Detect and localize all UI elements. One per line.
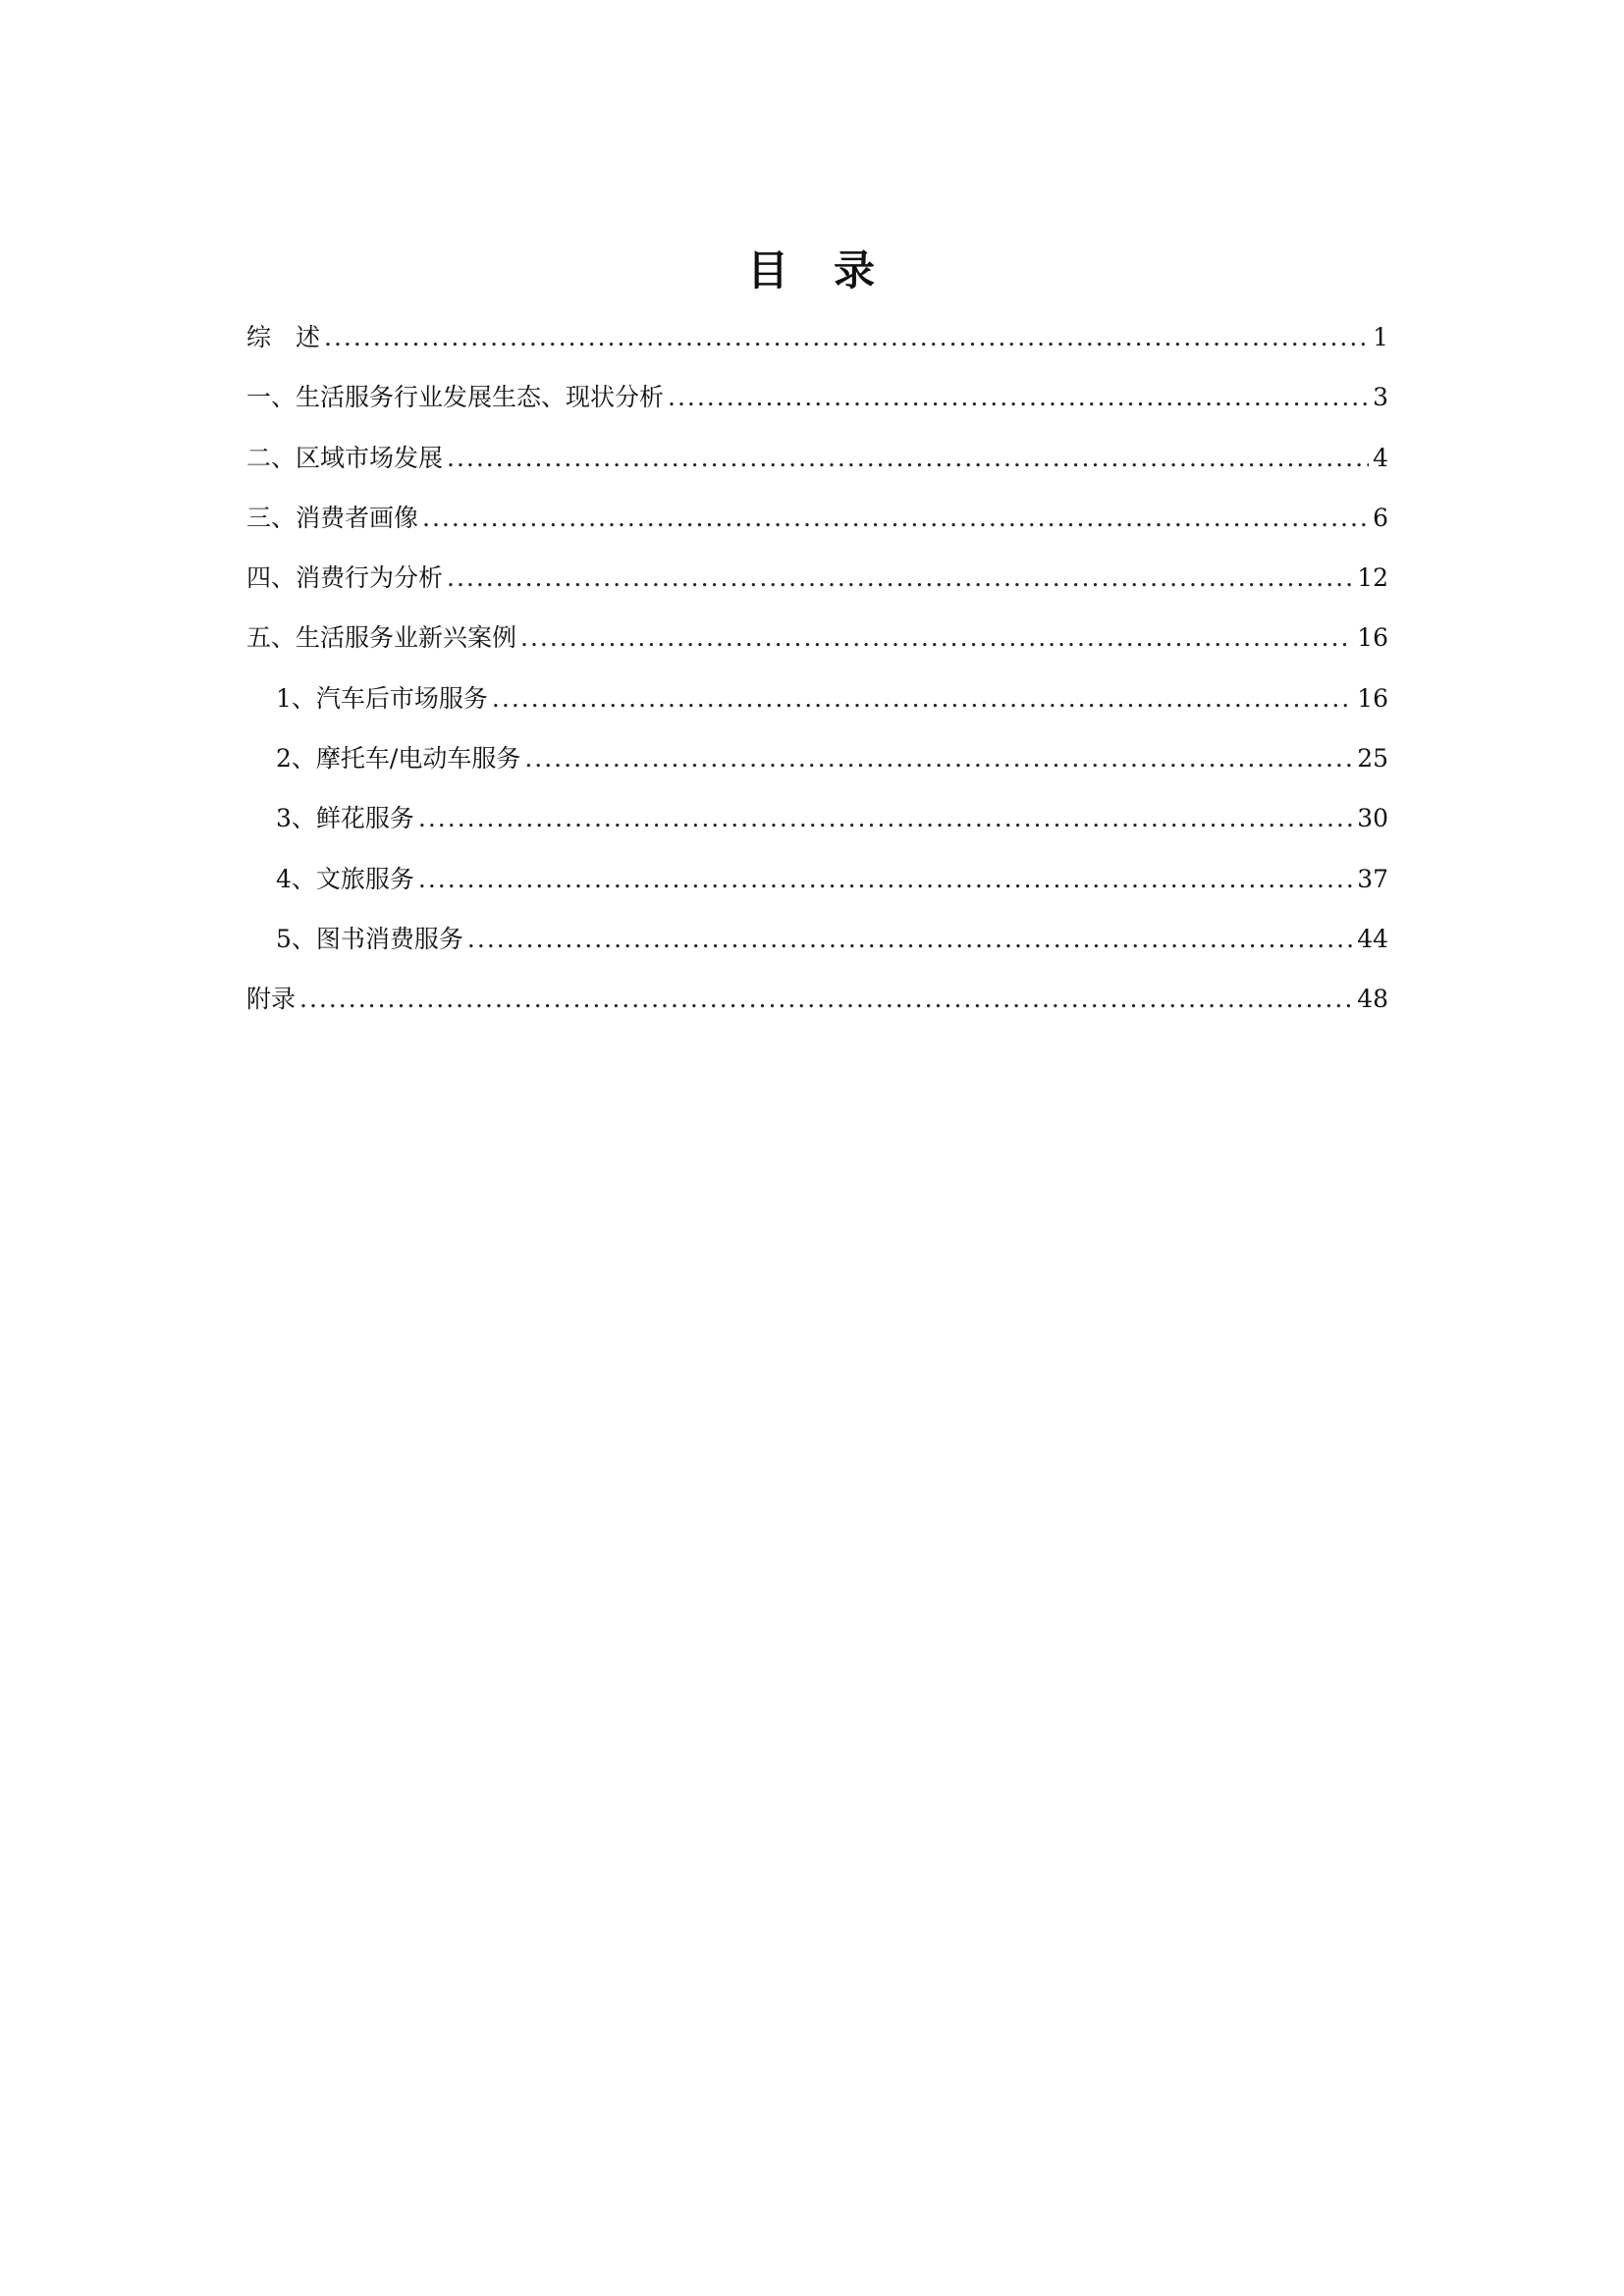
toc-entry-subsection-5-1[interactable] — [246, 677, 1388, 737]
toc-entry-label: 4、文旅服务 — [276, 864, 414, 893]
toc-dot-leader — [520, 616, 1353, 660]
toc-dot-leader — [422, 497, 1369, 540]
toc-entry-label: 四、消费行为分析 — [246, 563, 444, 593]
toc-list — [246, 316, 1388, 1039]
toc-entry-section-4[interactable] — [246, 557, 1388, 616]
toc-entry-page-number: 16 — [1357, 623, 1388, 653]
toc-entry-section-2[interactable] — [246, 437, 1388, 497]
toc-entry-label: 一、生活服务行业发展生态、现状分析 — [246, 383, 665, 412]
toc-entry-page-number: 6 — [1373, 503, 1388, 532]
toc-entry-page-number: 37 — [1357, 864, 1388, 893]
toc-entry-label: 附录 — [246, 985, 297, 1014]
toc-entry-section-5[interactable] — [246, 616, 1388, 676]
toc-dot-leader — [418, 797, 1353, 840]
toc-entry-subsection-5-2[interactable] — [246, 737, 1388, 797]
toc-entry-subsection-5-4[interactable] — [246, 858, 1388, 918]
toc-entry-label: 1、汽车后市场服务 — [276, 683, 488, 713]
toc-entry-page-number: 1 — [1373, 323, 1388, 351]
toc-dot-leader — [447, 437, 1369, 480]
toc-entry-page-number: 48 — [1357, 985, 1388, 1014]
toc-entry-section-3[interactable] — [246, 497, 1388, 557]
toc-entry-label: 3、鲜花服务 — [276, 804, 414, 833]
toc-entry-page-number: 30 — [1357, 804, 1388, 833]
toc-entry-appendix[interactable] — [246, 978, 1388, 1038]
toc-dot-leader — [524, 737, 1353, 780]
toc-entry-page-number: 4 — [1373, 443, 1388, 472]
toc-entry-subsection-5-5[interactable] — [246, 918, 1388, 978]
toc-dot-leader — [668, 376, 1369, 419]
toc-entry-label: 五、生活服务业新兴案例 — [246, 623, 517, 653]
toc-entry-label: 2、摩托车/电动车服务 — [276, 744, 521, 774]
toc-entry-page-number: 12 — [1357, 563, 1388, 593]
toc-title: 目 录 — [746, 246, 877, 294]
toc-dot-leader — [324, 316, 1369, 359]
toc-entry-overview[interactable] — [246, 316, 1388, 376]
toc-dot-leader — [447, 557, 1353, 600]
toc-entry-label: 二、区域市场发展 — [246, 443, 444, 472]
toc-dot-leader — [299, 978, 1353, 1021]
toc-entry-label: 三、消费者画像 — [246, 503, 419, 532]
toc-dot-leader — [418, 858, 1353, 901]
toc-entry-page-number: 3 — [1373, 383, 1388, 412]
toc-entry-page-number: 25 — [1357, 744, 1388, 774]
toc-dot-leader — [467, 918, 1353, 961]
toc-dot-leader — [492, 677, 1353, 721]
toc-entry-page-number: 44 — [1357, 924, 1388, 953]
toc-entry-label: 综 述 — [246, 323, 321, 351]
toc-entry-section-1[interactable] — [246, 376, 1388, 436]
toc-entry-subsection-5-3[interactable] — [246, 797, 1388, 857]
toc-entry-page-number: 16 — [1357, 683, 1388, 713]
toc-entry-label: 5、图书消费服务 — [276, 924, 463, 953]
